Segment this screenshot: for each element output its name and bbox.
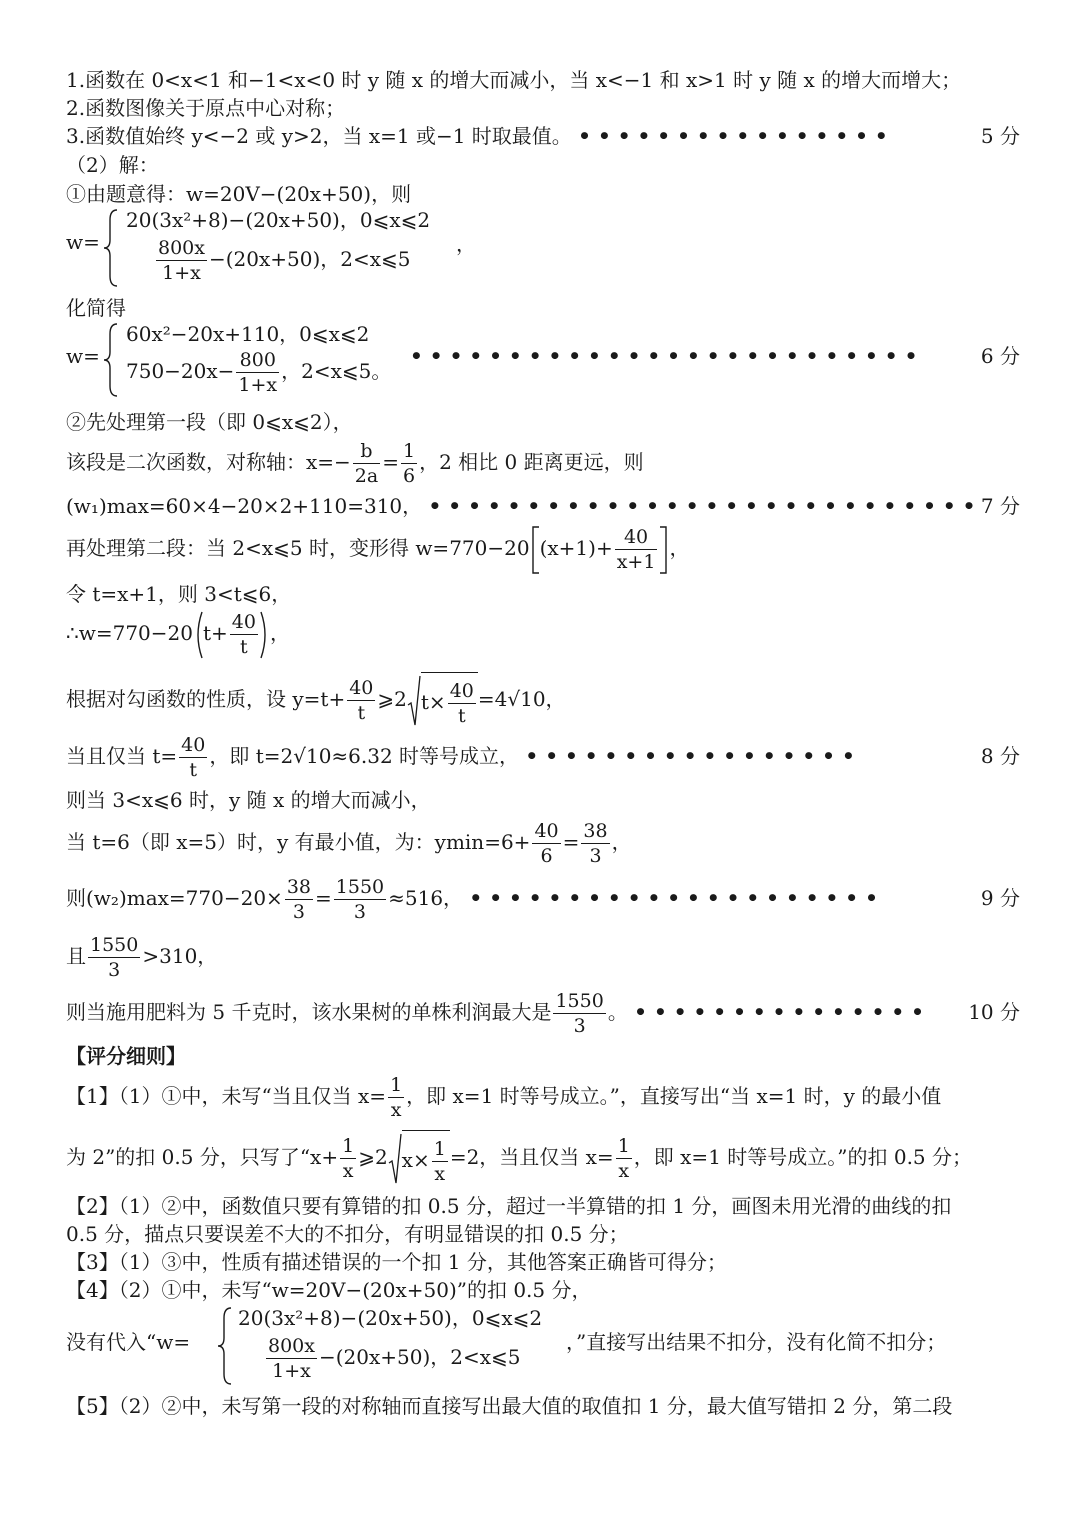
frac-den: 3 xyxy=(108,959,121,981)
piecewise-case-1: 60x²−20x+110，0⩽x⩽2 xyxy=(126,322,370,346)
left-bracket-icon xyxy=(530,525,540,575)
frac-num: 40 xyxy=(534,820,559,842)
p13a: 根据对勾函数的性质，设 y=t+ xyxy=(66,687,346,711)
left-brace-icon xyxy=(102,208,120,288)
frac-num: 1 xyxy=(402,440,416,462)
right-bracket-icon xyxy=(659,525,669,575)
part-2-heading: （2）解： xyxy=(66,153,159,177)
axis-of-symmetry-line xyxy=(66,438,1020,488)
frac-den: t xyxy=(357,702,366,724)
monotonic-line: 则当 3<x⩽6 时，y 随 x 的增大而减小， xyxy=(66,788,431,812)
property-3-text: 3.函数值始终 y<−2 或 y>2，当 x=1 或−1 时取最值。 xyxy=(66,124,572,148)
ymin-line xyxy=(66,816,1020,868)
second-segment-line xyxy=(66,522,1020,575)
sqrt-icon xyxy=(388,1133,402,1185)
rule-2-line-1: 【2】（1）②中，函数值只要有算错的扣 0.5 分，超过一半算错的扣 1 分，画图未用光滑的曲线的扣 xyxy=(66,1194,952,1218)
rule-4-line-1: 【4】（2）①中，未写“w=20V−(20x+50)”的扣 0.5 分， xyxy=(66,1278,592,1302)
piecewise-w-2 xyxy=(66,320,466,400)
frac-den: 3 xyxy=(292,901,305,923)
frac-num: 1 xyxy=(433,1138,446,1160)
leader-dots-6: •••••••••••••••••••••••••• xyxy=(410,344,925,368)
left-brace-icon xyxy=(216,1306,234,1386)
frac-den: 1+x xyxy=(238,374,278,396)
frac-den: 1+x xyxy=(272,1360,311,1382)
piecewise-lhs: w= xyxy=(66,230,100,254)
frac-num: 1550 xyxy=(335,876,385,898)
simplify-label: 化简得 xyxy=(66,296,126,320)
rule-5-line-1: 【5】（2）②中，未写第一段的对称轴而直接写出最大值的取值扣 1 分，最大值写错扣 2 分，第二段 xyxy=(66,1394,953,1418)
case-2-tail: 。 xyxy=(371,359,392,383)
rule-3: 【3】（1）③中，性质有描述错误的一个扣 1 分，其他答案正确皆可得分； xyxy=(66,1250,727,1274)
sqrt-content xyxy=(421,672,478,729)
r2a: 为 2”的扣 0.5 分，只写了“x+ xyxy=(66,1145,339,1169)
frac-num: 40 xyxy=(449,680,474,702)
p14a: 当且仅当 t= xyxy=(66,744,178,768)
w-in-t-line xyxy=(66,606,1020,660)
p10c: ， xyxy=(669,536,690,560)
p13s: t× xyxy=(420,690,446,714)
p18b: >310， xyxy=(142,944,218,968)
sqrt-content xyxy=(402,1130,450,1187)
frac-den: x xyxy=(618,1160,630,1182)
piecewise-case-1: 20(3x²+8)−(20x+50)，0⩽x⩽2 xyxy=(238,1306,543,1330)
comparison-line xyxy=(66,930,1020,982)
p13b: ⩾2 xyxy=(377,687,407,711)
leader-dots: •••••••••••••••• xyxy=(578,124,895,148)
w2-max-line xyxy=(66,872,1020,924)
p12c: ， xyxy=(269,621,290,645)
piecewise-case-2 xyxy=(126,348,391,397)
frac-num: 40 xyxy=(181,734,206,756)
sqrt-icon xyxy=(407,675,421,727)
p14b: ，即 t=2√10≈6.32 时等号成立， xyxy=(209,744,520,768)
piecewise-tail: ， xyxy=(456,232,476,256)
piecewise-case-1: 20(3x²+8)−(20x+50)，0⩽x⩽2 xyxy=(126,208,431,232)
left-brace-icon xyxy=(102,322,120,398)
frac-num: 1 xyxy=(617,1135,630,1157)
frac-num: 38 xyxy=(286,876,311,898)
score-5: 5 分 xyxy=(980,124,1020,148)
rule-2-line-2: 0.5 分，描点只要误差不大的不扣分，有明显错误的扣 0.5 分； xyxy=(66,1222,629,1246)
r7b: ，”直接写出结果不扣分，没有化简不扣分； xyxy=(566,1330,947,1354)
frac-den: x xyxy=(342,1160,354,1182)
piecewise-w-1 xyxy=(66,206,566,290)
w1-max-line xyxy=(66,492,1020,520)
case-2-rest: ，2<x⩽5 xyxy=(281,359,372,383)
p13c: =4√10， xyxy=(477,687,566,711)
frac-num: 800x xyxy=(158,237,205,259)
p19b: 。 xyxy=(607,1000,628,1024)
grading-heading: 【评分细则】 xyxy=(66,1044,186,1068)
rule-1-line-1 xyxy=(66,1070,1020,1122)
leader-dots: •••••••••••••••••••••••••••• xyxy=(428,494,983,518)
r1b: ，即 x=1 时等号成立。”，直接写出“当 x=1 时，y 的最小值 xyxy=(406,1084,942,1108)
p10a: 再处理第二段：当 2<x⩽5 时，变形得 w=770−20 xyxy=(66,536,530,560)
r2c: =2，当且仅当 x= xyxy=(449,1145,614,1169)
am-gm-line xyxy=(66,672,1020,729)
frac-den: 6 xyxy=(402,465,416,487)
piecewise-case-2 xyxy=(154,236,411,285)
leader-dots: ••••••••••••••••••••• xyxy=(469,886,885,910)
frac-den: x+1 xyxy=(616,551,656,573)
p12a: ∴w=770−20 xyxy=(66,621,193,645)
conclusion-line xyxy=(66,986,1020,1038)
frac-num: 1 xyxy=(390,1074,403,1096)
p12b: t+ xyxy=(202,621,228,645)
frac-num: 40 xyxy=(349,677,374,699)
frac-num: 1550 xyxy=(90,934,139,956)
piecewise-case-2 xyxy=(264,1334,521,1383)
frac-num: 1 xyxy=(342,1135,355,1157)
frac-num: 800x xyxy=(268,1335,315,1357)
eq: = xyxy=(382,450,399,474)
frac-num: 40 xyxy=(615,525,658,550)
frac-den: x xyxy=(434,1163,446,1185)
frac-den: t xyxy=(189,759,198,781)
property-2: 2.函数图像关于原点中心对称； xyxy=(66,96,346,120)
frac-den: t xyxy=(240,636,248,658)
step-2-line: ②先处理第一段（即 0⩽x⩽2）， xyxy=(66,410,353,434)
frac-num: 800 xyxy=(236,348,279,373)
case-2-a: 750−20x− xyxy=(126,359,235,383)
r1a: 【1】（1）①中，未写“当且仅当 x= xyxy=(66,1084,387,1108)
frac-den: 1+x xyxy=(162,262,201,284)
leader-dots: ••••••••••••••• xyxy=(634,1000,931,1024)
property-3 xyxy=(66,122,1020,150)
p17a: 则(w₂)max=770−20× xyxy=(66,886,283,910)
p8a: 该段是二次函数，对称轴：x=− xyxy=(66,450,351,474)
r2e: ，即 x=1 时等号成立。”的扣 0.5 分； xyxy=(633,1145,973,1169)
r2s: x× xyxy=(401,1148,430,1172)
frac-num: 40 xyxy=(231,611,256,633)
p19a: 则当施用肥料为 5 千克时，该水果树的单株利润最大是 xyxy=(66,1000,552,1024)
rule-1-line-2 xyxy=(66,1130,1020,1187)
substitution-line: 令 t=x+1，则 3<t⩽6， xyxy=(66,582,292,606)
case-2-rest: −(20x+50)，2<x⩽5 xyxy=(208,247,411,271)
property-1: 1.函数在 0<x<1 和−1<x<0 时 y 随 x 的增大而减小，当 x<−1 和 x>1 时 y 随 x 的增大而增大； xyxy=(66,68,962,92)
frac-den: 3 xyxy=(573,1015,586,1037)
frac-num: 1550 xyxy=(555,990,604,1012)
p17c: ≈516， xyxy=(388,886,464,910)
score-6: 6 分 xyxy=(980,344,1020,368)
p10b: (x+1)+ xyxy=(539,536,613,560)
r2b: ⩾2 xyxy=(358,1145,388,1169)
score-8: 8 分 xyxy=(980,744,1020,768)
score-9: 9 分 xyxy=(980,886,1020,910)
score-7: 7 分 xyxy=(980,494,1020,518)
p16c: ， xyxy=(611,830,632,854)
frac-den: 3 xyxy=(353,901,366,923)
equality-line xyxy=(66,730,1020,782)
w1-max-text: (w₁)max=60×4−20×2+110=310， xyxy=(66,494,423,518)
score-10: 10 分 xyxy=(968,1000,1020,1024)
right-paren-icon xyxy=(260,610,270,660)
frac-num: b xyxy=(353,439,380,464)
r7a: 没有代入“w= xyxy=(66,1330,191,1354)
frac-den: 3 xyxy=(589,845,602,867)
frac-den: 2a xyxy=(354,465,379,487)
rule-4-piecewise xyxy=(66,1304,1026,1388)
frac-den: x xyxy=(390,1099,402,1121)
frac-den: t xyxy=(457,705,466,727)
p8b: ，2 相比 0 距离更远，则 xyxy=(419,450,644,474)
eq: = xyxy=(315,886,332,910)
left-paren-icon xyxy=(193,610,203,660)
eq: = xyxy=(562,830,580,854)
leader-dots: ••••••••••••••••• xyxy=(525,744,862,768)
step-1-line: ①由题意得：w=20V−(20x+50)，则 xyxy=(66,182,412,206)
frac-num: 38 xyxy=(583,820,608,842)
p18a: 且 xyxy=(66,944,86,968)
p16a: 当 t=6（即 x=5）时，y 有最小值，为：ymin=6+ xyxy=(66,830,531,854)
frac-den: 6 xyxy=(540,845,553,867)
case-2-rest: −(20x+50)，2<x⩽5 xyxy=(318,1345,521,1369)
piecewise-lhs: w= xyxy=(66,344,100,368)
